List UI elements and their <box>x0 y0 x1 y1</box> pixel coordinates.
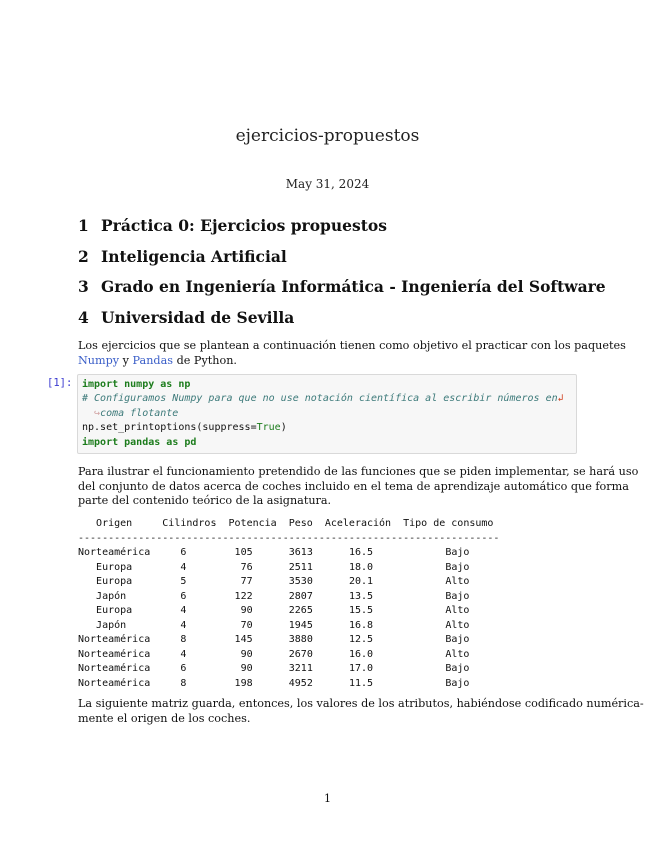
table-cell: Bajo <box>409 634 512 645</box>
table-cell: 4952 <box>282 677 319 689</box>
table-cell: 6 <box>156 590 211 602</box>
table-row <box>78 648 512 663</box>
paragraph-line: del conjunto de datos acerca de coches incluido en el tema de aprendizaje automático que forma <box>78 479 629 493</box>
cell-prompt: [1]: <box>47 377 73 389</box>
table-cell: 198 <box>216 677 277 689</box>
table-cell: 122 <box>216 590 277 602</box>
table-cell: Japón <box>78 619 151 631</box>
section-number: 1 <box>78 216 89 235</box>
table-cell: 8 <box>156 677 211 689</box>
table-header: Origen Cilindros Potencia Peso Aceleración Tipo de consumo <box>78 518 494 529</box>
pandas-link[interactable]: Pandas <box>132 353 174 367</box>
code-comment-line-1 <box>82 392 572 406</box>
table-row <box>78 575 512 590</box>
code-comment-line-2 <box>82 407 572 421</box>
table-separator: ---------------------------------------------------------------------- <box>78 532 500 544</box>
section-title: Universidad de Sevilla <box>101 308 295 327</box>
table-cell: Alto <box>409 605 512 616</box>
code-line-import-numpy <box>82 378 572 392</box>
table-cell: 13.5 <box>324 590 404 602</box>
table-cell: 12.5 <box>324 634 404 645</box>
paragraph-line: Para ilustrar el funcionamiento pretendido de las funciones que se piden implementar, se hará uso <box>78 465 639 478</box>
code-line-set-printoptions <box>82 421 572 435</box>
intro-tail: de Python. <box>173 353 237 367</box>
table-cell: Norteamérica <box>78 677 151 689</box>
table-cell: 6 <box>156 663 211 674</box>
table-cell: Alto <box>409 576 512 587</box>
table-cell: 16.0 <box>324 648 404 660</box>
table-cell: 145 <box>216 634 277 645</box>
module-name: pandas <box>118 436 167 448</box>
table-cell: 4 <box>156 605 211 616</box>
keyword: import <box>82 436 119 448</box>
table-row <box>78 590 512 605</box>
table-cell: 2511 <box>282 561 319 573</box>
table-cell: 4 <box>156 648 211 660</box>
table-cell: 2265 <box>282 605 319 616</box>
document-date: May 31, 2024 <box>285 177 370 191</box>
table-cell: 5 <box>156 576 211 587</box>
continuation-icon: ↪ <box>82 407 101 419</box>
table-row <box>78 662 512 677</box>
section-title: Inteligencia Artificial <box>101 247 287 266</box>
module-name: numpy <box>118 379 161 390</box>
table-cell: 20.1 <box>324 576 404 587</box>
section-title: Grado en Ingeniería Informática - Ingeniería del Software <box>101 277 606 296</box>
section-heading-2 <box>78 247 287 266</box>
table-cell: 90 <box>216 648 277 660</box>
table-row <box>78 604 512 619</box>
page-number: 1 <box>324 792 331 805</box>
table-cell: 6 <box>156 547 211 558</box>
table-cell: 4 <box>156 619 211 631</box>
table-cell: 2807 <box>282 590 319 602</box>
table-cell: Norteamérica <box>78 547 151 558</box>
line-wrap-icon: ↲ <box>557 393 564 405</box>
table-cell: Europa <box>78 605 151 616</box>
table-cell: 77 <box>216 576 277 587</box>
intro-line-2 <box>78 354 578 369</box>
table-cell: Japón <box>78 590 151 602</box>
paragraph-line: La siguiente matriz guarda, entonces, los valores de los atributos, habiéndose codificado numérica- <box>78 697 644 710</box>
table-cell: 4 <box>156 561 211 573</box>
table-row <box>78 633 512 648</box>
table-cell: 15.5 <box>324 605 404 616</box>
table-cell: 3211 <box>282 663 319 674</box>
dataset-paragraph <box>78 465 639 509</box>
table-cell: 3530 <box>282 576 319 587</box>
table-cell: 105 <box>216 547 277 558</box>
code-bool: True <box>256 422 281 434</box>
table-cell: Bajo <box>409 547 512 558</box>
keyword: as <box>160 379 173 390</box>
table-cell: Bajo <box>409 590 512 602</box>
section-heading-1 <box>78 216 387 235</box>
code-comment: coma flotante <box>100 407 179 419</box>
table-row <box>78 546 512 561</box>
code-text: ) <box>280 422 287 434</box>
intro-line-1: Los ejercicios que se plantean a continuación tienen como objetivo el practicar con los paquetes <box>78 339 626 352</box>
table-cell: 90 <box>216 605 277 616</box>
code-line-import-pandas <box>82 436 572 450</box>
table-cell: 17.0 <box>324 663 404 674</box>
intro-and: y <box>119 353 133 367</box>
table-row <box>78 561 512 576</box>
table-cell: 8 <box>156 634 211 645</box>
table-cell: 16.8 <box>324 619 404 631</box>
table-cell: Norteamérica <box>78 634 151 645</box>
table-cell: Bajo <box>409 677 512 689</box>
table-cell: Europa <box>78 561 151 573</box>
numpy-link[interactable]: Numpy <box>78 353 120 367</box>
table-cell: 90 <box>216 663 277 674</box>
cars-table <box>78 517 512 691</box>
code-text: np.set_printoptions(suppress= <box>82 422 257 434</box>
module-alias: pd <box>178 436 197 448</box>
keyword: as <box>166 436 179 448</box>
table-cell: 76 <box>216 561 277 573</box>
code-comment: # Configuramos Numpy para que no use notación científica al escribir números en <box>82 393 558 405</box>
table-cell: Alto <box>409 619 512 631</box>
table-row <box>78 619 512 634</box>
document-title: ejercicios-propuestos <box>235 126 420 146</box>
table-cell: 16.5 <box>324 547 404 558</box>
section-heading-4 <box>78 308 294 327</box>
table-cell: Norteamérica <box>78 648 151 660</box>
table-cell: Alto <box>409 648 512 660</box>
table-cell: 70 <box>216 619 277 631</box>
table-cell: 11.5 <box>324 677 404 689</box>
paragraph-line: parte del contenido teórico de la asignatura. <box>78 494 332 508</box>
code-cell[interactable] <box>77 374 577 454</box>
table-cell: 18.0 <box>324 561 404 573</box>
section-title: Práctica 0: Ejercicios propuestos <box>101 216 387 235</box>
table-row <box>78 677 512 692</box>
intro-paragraph <box>78 339 626 368</box>
table-cell: 3613 <box>282 547 319 558</box>
keyword: import <box>82 379 119 390</box>
section-number: 2 <box>78 247 89 266</box>
paragraph-line: mente el origen de los coches. <box>78 711 251 725</box>
section-number: 4 <box>78 308 89 327</box>
table-cell: Bajo <box>409 663 512 674</box>
module-alias: np <box>172 379 191 390</box>
section-number: 3 <box>78 277 89 296</box>
table-cell: Bajo <box>409 561 512 573</box>
table-cell: Europa <box>78 576 151 587</box>
table-cell: 1945 <box>282 619 319 631</box>
section-heading-3 <box>78 277 606 296</box>
matrix-paragraph <box>78 697 644 726</box>
table-cell: Norteamérica <box>78 663 151 674</box>
table-cell: 2670 <box>282 648 319 660</box>
table-cell: 3880 <box>282 634 319 645</box>
